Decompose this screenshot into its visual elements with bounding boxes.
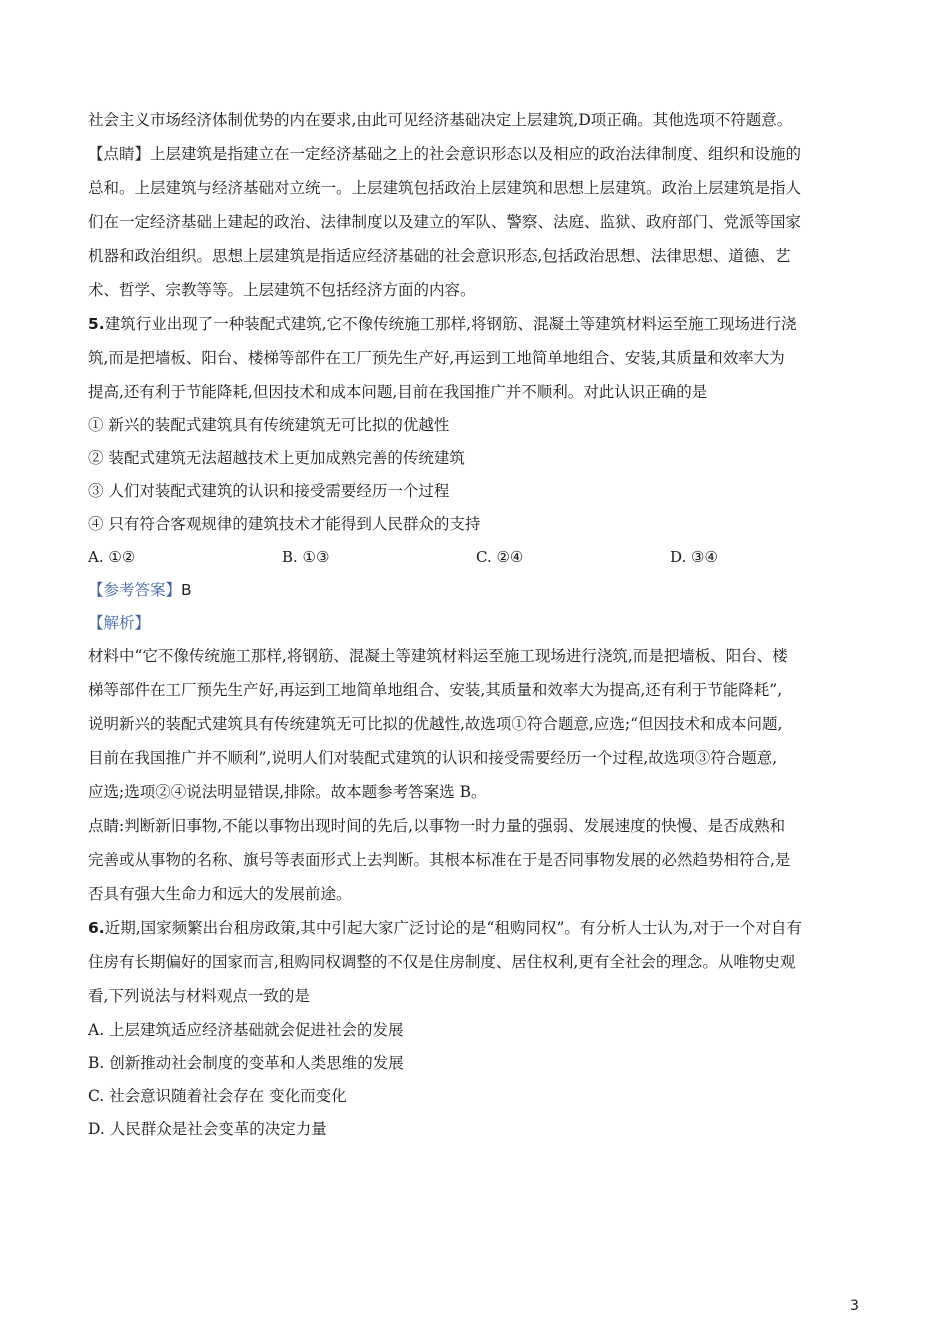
q4-note-line-1 xyxy=(88,144,868,164)
answer-value: B xyxy=(181,581,192,599)
q5-answer xyxy=(88,580,868,600)
q6-stem-text: 近期,国家频繁出台租房政策,其中引起大家广泛讨论的是“租购同权”。有分析人士认为,对于一个对自有 xyxy=(104,919,802,937)
q4-analysis-tail: 社会主义市场经济体制优势的内在要求,由此可见经济基础决定上层建筑,D项正确。其他选项不符题意。 xyxy=(88,111,793,129)
q5-analysis-line-4: 目前在我国推广并不顺利”,说明人们对装配式建筑的认识和接受需要经历一个过程,故选项③符合题意, xyxy=(88,749,778,767)
q4-note-line-5: 术、哲学、宗教等等。上层建筑不包括经济方面的内容。 xyxy=(88,281,476,299)
q5-stem-line-2: 筑,而是把墙板、阳台、楼梯等部件在工厂预先生产好,再运到工地简单地组合、安装,其质量和效率大为 xyxy=(88,349,785,367)
q5-analysis-line-3: 说明新兴的装配式建筑具有传统建筑无可比拟的优越性,故选项①符合题意,应选;“但因技术和成本问题, xyxy=(88,715,783,733)
note-text: 上层建筑是指建立在一定经济基础之上的社会意识形态以及相应的政治法律制度、组织和设施的 xyxy=(150,145,802,163)
q4-note-line-4: 机器和政治组织。思想上层建筑是指适应经济基础的社会意识形态,包括政治思想、法律思想、道德、艺 xyxy=(88,247,791,265)
q5-analysis-line-5: 应选;选项②④说法明显错误,排除。故本题参考答案选 B。 xyxy=(88,783,487,801)
q5-options xyxy=(88,547,868,567)
q6-option-b: B. 创新推动社会制度的变革和人类思维的发展 xyxy=(88,1054,404,1072)
question-number: 6. xyxy=(88,919,105,937)
q6-option-d: D. 人民群众是社会变革的决定力量 xyxy=(88,1120,327,1138)
option-d: D. ③④ xyxy=(670,548,718,566)
option-c: C. ②④ xyxy=(476,548,524,566)
option-b: B. ①③ xyxy=(282,548,330,566)
page-number: 3 xyxy=(850,1298,859,1314)
q4-note-line-2: 总和。上层建筑与经济基础对立统一。上层建筑包括政治上层建筑和思想上层建筑。政治上层建筑是指人 xyxy=(88,179,802,197)
answer-label: 【参考答案】 xyxy=(88,581,182,599)
q5-tip-line-2: 完善或从事物的名称、旗号等表面形式上去判断。其根本标准在于是否同事物发展的必然趋势相符合,是 xyxy=(88,851,791,869)
q5-statement-2: ② 装配式建筑无法超越技术上更加成熟完善的传统建筑 xyxy=(88,449,465,467)
q5-analysis-line-1: 材料中“它不像传统施工那样,将钢筋、混凝土等建筑材料运至施工现场进行浇筑,而是把墙板、阳台、楼 xyxy=(88,647,788,665)
q4-note-line-3: 们在一定经济基础上建起的政治、法律制度以及建立的军队、警察、法庭、监狱、政府部门、党派等国家 xyxy=(88,213,802,231)
q5-stem-line-3: 提高,还有利于节能降耗,但因技术和成本问题,目前在我国推广并不顺利。对此认识正确的是 xyxy=(88,383,708,401)
q5-stem-line-1 xyxy=(88,314,868,334)
q5-statement-4: ④ 只有符合客观规律的建筑技术才能得到人民群众的支持 xyxy=(88,515,481,533)
option-a: A. ①② xyxy=(88,548,136,566)
q5-analysis-label xyxy=(88,613,868,633)
q5-tip-line-1: 点睛:判断新旧事物,不能以事物出现时间的先后,以事物一时力量的强弱、发展速度的快慢、是否成熟和 xyxy=(88,817,786,835)
q5-stem-text: 建筑行业出现了一种装配式建筑,它不像传统施工那样,将钢筋、混凝土等建筑材料运至施工现场进行浇 xyxy=(104,315,797,333)
q5-statement-3: ③ 人们对装配式建筑的认识和接受需要经历一个过程 xyxy=(88,482,450,500)
note-label: 【点睛】 xyxy=(88,145,151,163)
document-page xyxy=(88,110,868,1152)
q6-option-c: C. 社会意识随着社会存在 变化而变化 xyxy=(88,1087,347,1105)
q6-stem-line-3: 看,下列说法与材料观点一致的是 xyxy=(88,987,310,1005)
analysis-label: 【解析】 xyxy=(88,614,151,632)
q6-stem-line-2: 住房有长期偏好的国家而言,租购同权调整的不仅是住房制度、居住权利,更有全社会的理念。从唯物史观 xyxy=(88,953,796,971)
q6-option-a: A. 上层建筑适应经济基础就会促进社会的发展 xyxy=(88,1021,404,1039)
question-number: 5. xyxy=(88,315,105,333)
q6-stem-line-1 xyxy=(88,918,868,938)
q5-tip-line-3: 否具有强大生命力和远大的发展前途。 xyxy=(88,885,352,903)
q5-analysis-line-2: 梯等部件在工厂预先生产好,再运到工地简单地组合、安装,其质量和效率大为提高,还有利于节能降耗”, xyxy=(88,681,783,699)
q5-statement-1: ① 新兴的装配式建筑具有传统建筑无可比拟的优越性 xyxy=(88,416,450,434)
